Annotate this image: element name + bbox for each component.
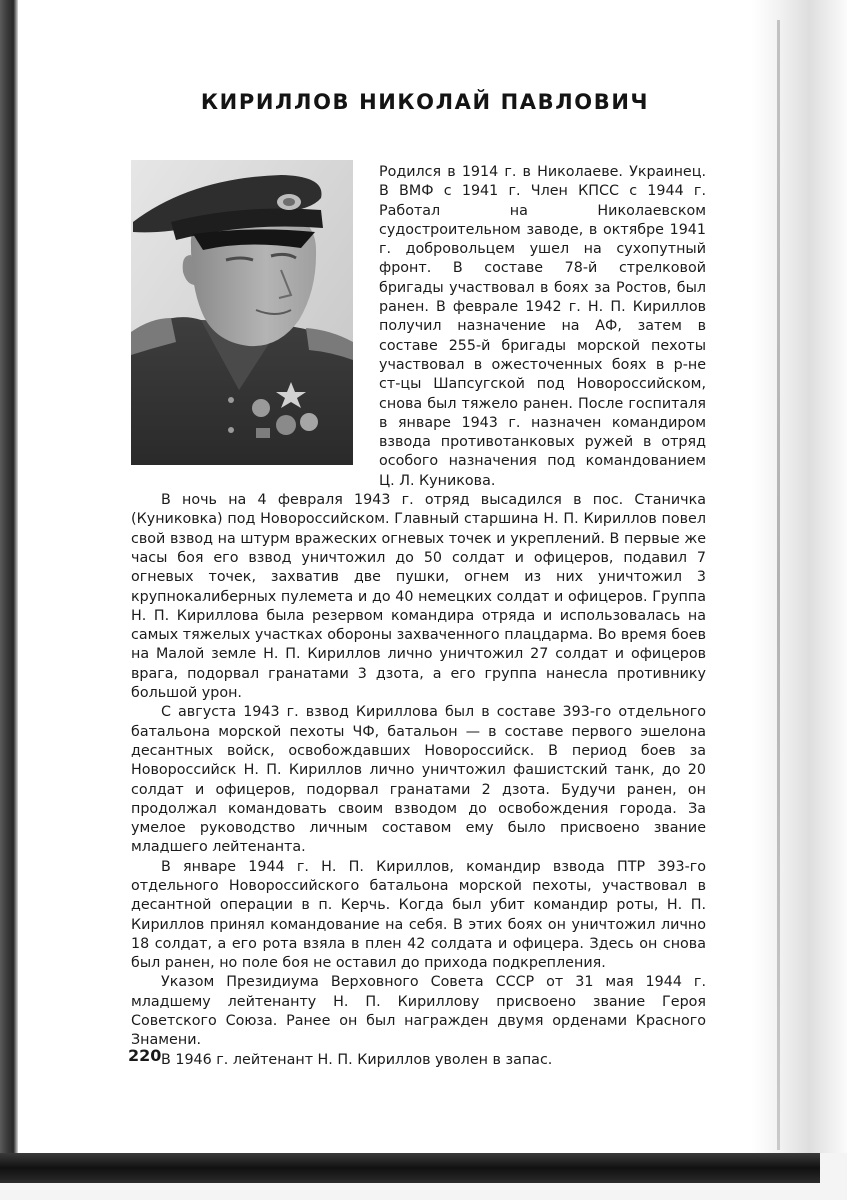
page-binding-line	[777, 20, 780, 1150]
biography-text	[131, 163, 706, 1070]
scan-left-edge	[0, 0, 18, 1200]
biography-paragraph: В январе 1944 г. Н. П. Кириллов, командир взвода ПТР 393-го отдельного Новороссийского батальона морской пехоты, участвовал в десантной операции в п. Керчь. Когда был убит командир роты, Н. П. Кириллов принял командование на себя. В этих боях он уничтожил лично 18 солдат, а его рота взяла в плен 42 солдата и офицера. Здесь он снова был ранен, но поле боя не оставил до прихода подкрепления.	[131, 858, 706, 972]
biography-paragraph: В 1946 г. лейтенант Н. П. Кириллов уволен в запас.	[161, 1051, 553, 1068]
biography-paragraph: С августа 1943 г. взвод Кириллова был в составе 393-го отдельного батальона морской пехоты ЧФ, батальон — в составе первого эшелона десантных войск, освобождавших Новороссийск. В период боев за Новороссийск Н. П. Кириллов лично уничтожил фашистский танк, до 20 солдат и офицеров, подорвал гранатами 2 дзота. Будучи ранен, он продолжал командовать своим взводом до освобождения города. За умелое руководство личным составом ему было присвоено звание младшего лейтенанта.	[131, 704, 706, 856]
biography-paragraph: Указом Президиума Верховного Совета СССР от 31 мая 1944 г. младшему лейтенанту Н. П. Кириллову присвоено звание Героя Советского Союза. Ранее он был награжден двумя орденами Красного Знамени.	[131, 974, 706, 1049]
page-number: 220	[128, 1046, 162, 1065]
portrait-wrap-spacer	[131, 163, 379, 481]
page-binding-shadow	[752, 0, 847, 1153]
biography-paragraph: Родился в 1914 г. в Николаеве. Украинец. В ВМФ с 1941 г. Член КПСС с 1944 г. Работал на Николаевском судостроительном заводе, в октябре 1941 г. добровольцем ушел на сухопутный фронт. В составе 78-й стрелковой бригады участвовал в боях за Ростов, был ранен. В феврале 1942 г. Н. П. Кириллов получил назначение на АФ, затем в составе 255-й бригады морской пехоты участвовал в ожесточенных боях в р-не ст-цы Шапсугской под Новороссийском, снова был тяжело ранен. После госпиталя в январе 1943 г. назначен командиром взвода противотанковых ружей в отряд особого назначения под командованием Ц. Л. Куникова.	[379, 164, 706, 489]
scan-bottom-edge	[0, 1153, 820, 1183]
page-title: КИРИЛЛОВ НИКОЛАЙ ПАВЛОВИЧ	[200, 90, 650, 114]
biography-paragraph: В ночь на 4 февраля 1943 г. отряд высадился в пос. Станичка (Куниковка) под Новороссийском. Главный старшина Н. П. Кириллов повел свой взвод на штурм вражеских огневых точек и укреплений. В первые же часы боя его взвод уничтожил до 50 солдат и офицеров, подавил 7 огневых точек, захватив две пушки, огнем из них уничтожил 3 крупнокалиберных пулемета и до 40 немецких солдат и офицеров. Группа Н. П. Кириллова была резервом командира отряда и использовалась на самых тяжелых участках обороны захваченного плацдарма. Во время боев на Малой земле Н. П. Кириллов лично уничтожил 27 солдат и офицеров врага, подорвал гранатами 3 дзота, а его группа нанесла противнику большой урон.	[131, 492, 706, 702]
